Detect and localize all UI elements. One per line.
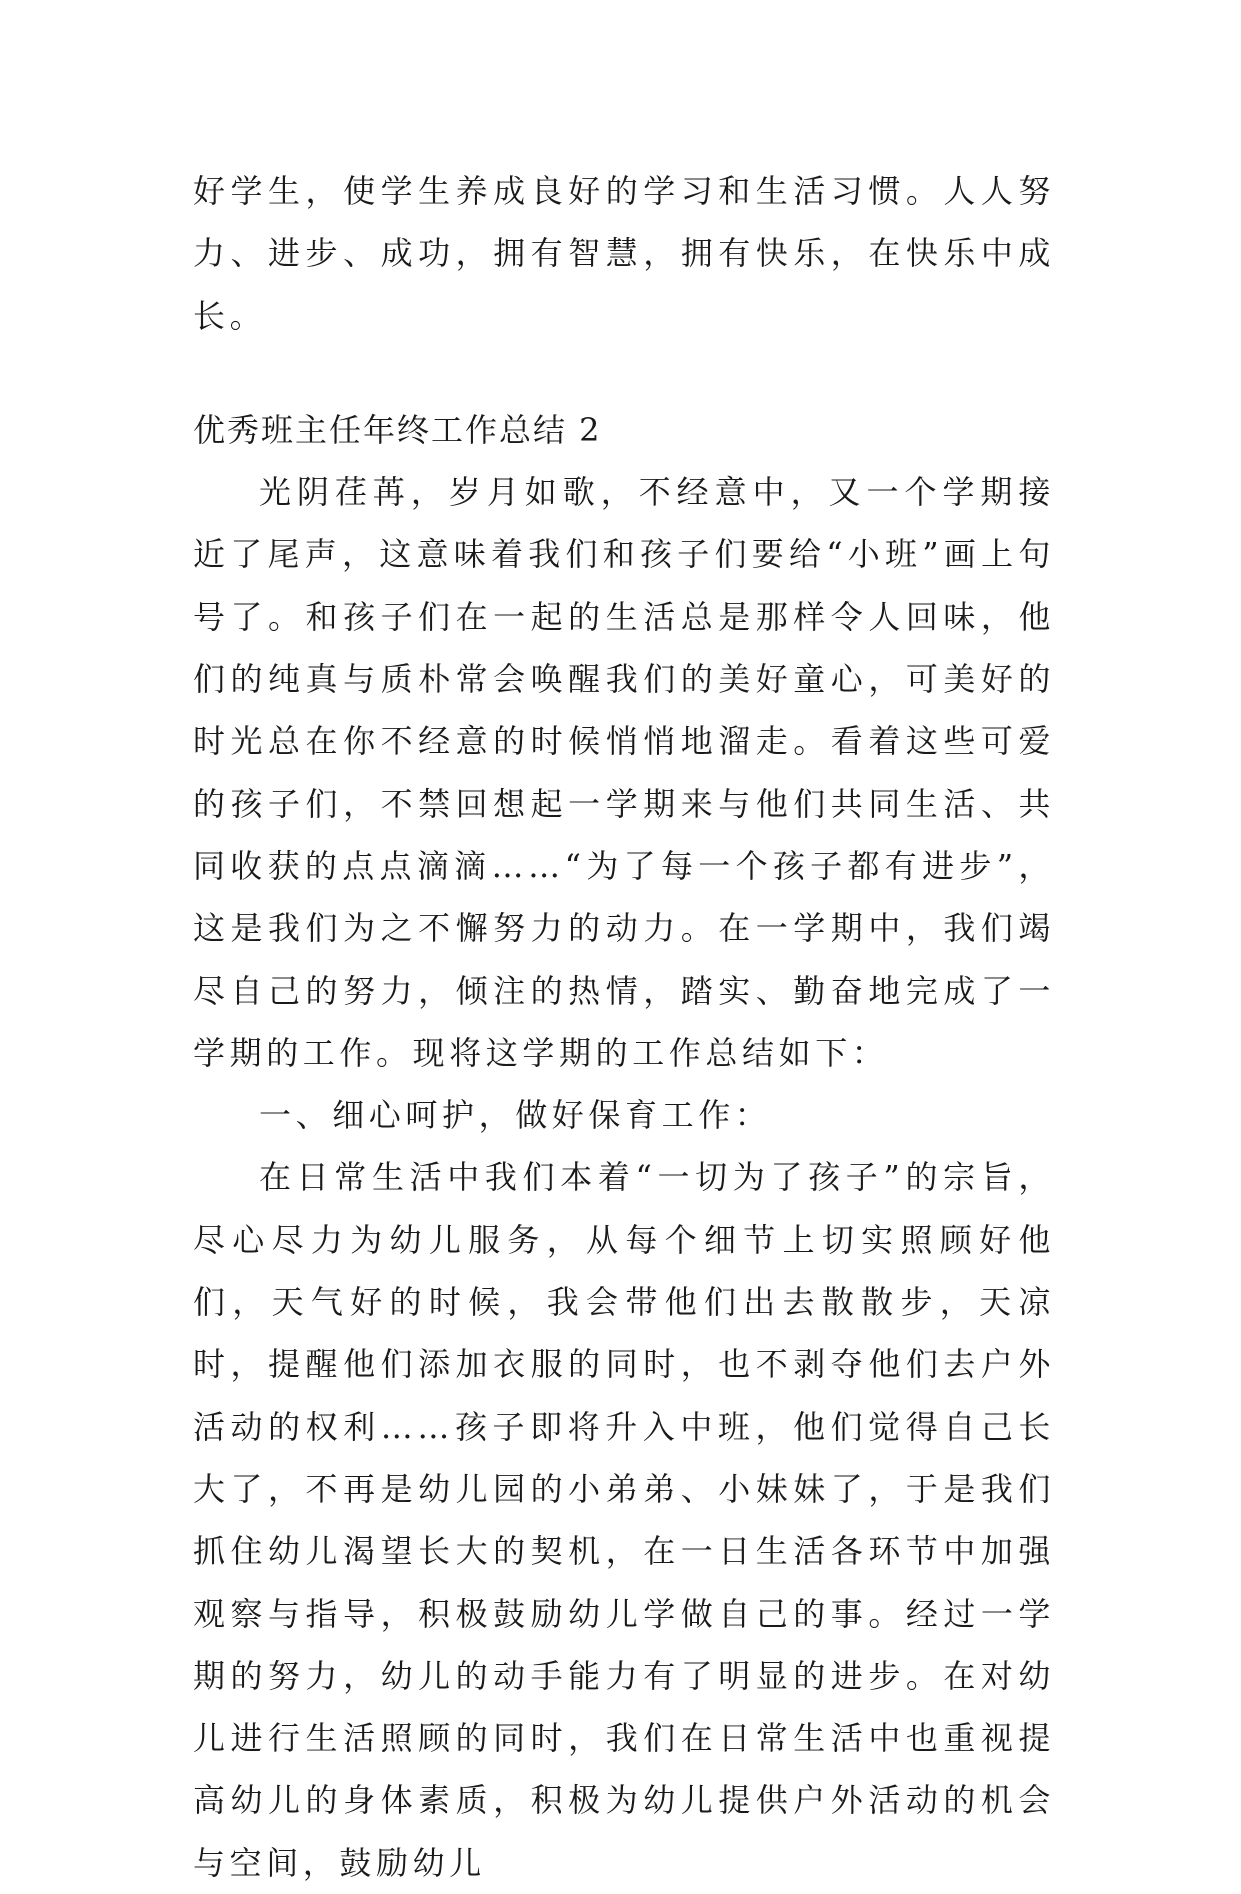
body-paragraph-intro: 光阴荏苒，岁月如歌，不经意中，又一个学期接近了尾声，这意味着我们和孩子们要给“小班”画上句号了。和孩子们在一起的生活总是那样令人回味，他们的纯真与质朴常会唤醒我们的美好童心，可美好的时光总在你不经意的时候悄悄地溜走。看着这些可爱的孩子们，不禁回想起一学期来与他们共同生活、共同收获的点点滴滴……“为了每一个孩子都有进步”，这是我们为之不懈努力的动力。在一学期中，我们竭尽自己的努力，倾注的热情，踏实、勤奋地完成了一学期的工作。现将这学期的工作总结如下： <box>193 473 1055 1072</box>
section-title: 优秀班主任年终工作总结 2 <box>193 410 602 449</box>
carryover-paragraph: 好学生，使学生养成良好的学习和生活习惯。人人努力、进步、成功，拥有智慧，拥有快乐，在快乐中成长。 <box>193 172 1055 335</box>
subheading-care-work: 一、细心呵护，做好保育工作： <box>259 1096 772 1135</box>
document-body <box>193 160 1055 1894</box>
body-paragraph-care: 在日常生活中我们本着“一切为了孩子”的宗旨，尽心尽力为幼儿服务，从每个细节上切实照顾好他们，天气好的时候，我会带他们出去散散步，天凉时，提醒他们添加衣服的同时，也不剥夺他们去户外活动的权利……孩子即将升入中班，他们觉得自己长大了，不再是幼儿园的小弟弟、小妹妹了，于是我们抓住幼儿渴望长大的契机，在一日生活各环节中加强观察与指导，积极鼓励幼儿学做自己的事。经过一学期的努力，幼儿的动手能力有了明显的进步。在对幼儿进行生活照顾的同时，我们在日常生活中也重视提高幼儿的身体素质，积极为幼儿提供户外活动的机会与空间，鼓励幼儿 <box>193 1158 1055 1882</box>
